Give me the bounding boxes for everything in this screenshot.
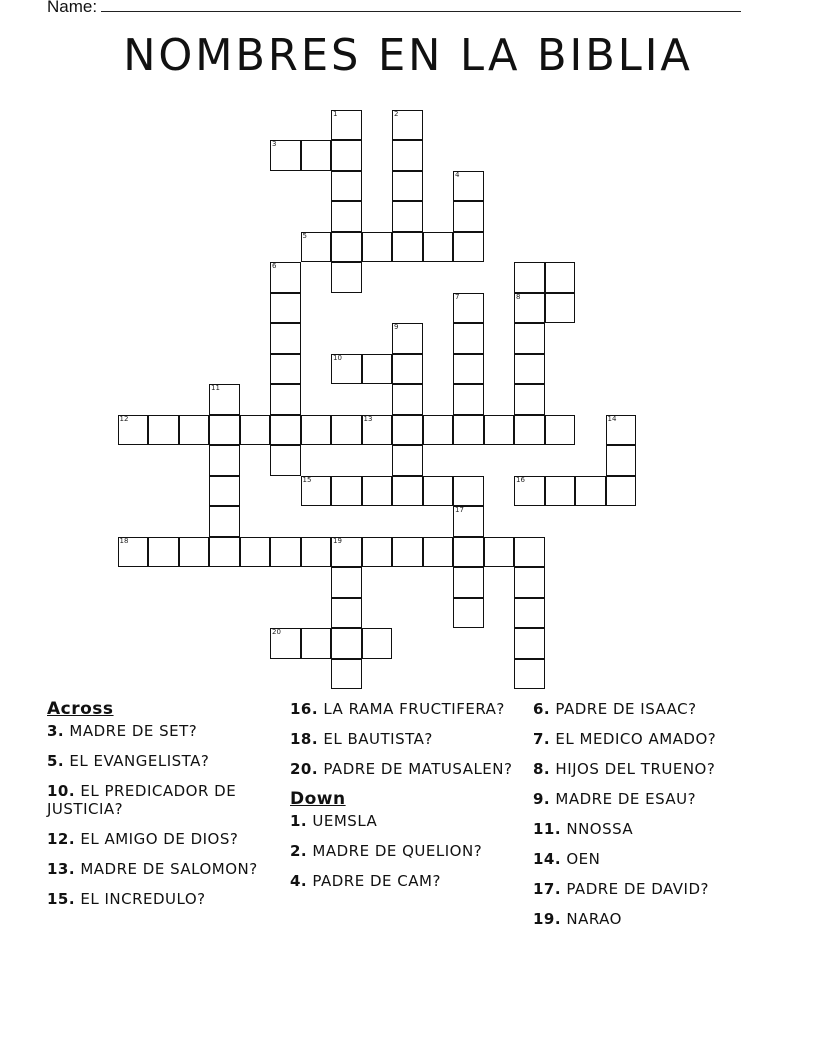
across-clue [47,722,277,740]
clue-number: 13 [363,414,373,423]
clue-text: EL BAUTISTA? [318,730,433,748]
clue-text: MADRE DE SET? [64,722,198,740]
crossword-cell[interactable] [179,415,210,446]
crossword-cell[interactable] [301,232,332,263]
across-clue [47,860,277,878]
crossword-cell[interactable] [118,537,149,568]
clue-number: 10 [333,353,342,362]
clue-text: UEMSLA [307,812,378,830]
crossword-cell[interactable] [392,171,423,202]
clue-text: EL AMIGO DE DIOS? [75,830,239,848]
clue-number: 2. [290,842,308,860]
clue-number: 3. [47,722,65,740]
crossword-cell[interactable] [331,628,362,659]
across-clue [290,700,520,718]
crossword-cell[interactable] [148,537,179,568]
clue-number: 8 [516,292,521,301]
crossword-cell[interactable] [392,476,423,507]
crossword-cell[interactable] [270,354,301,385]
crossword-cell[interactable] [362,354,393,385]
crossword-cell[interactable] [209,506,240,537]
crossword-cell[interactable] [270,293,301,324]
crossword-cell[interactable] [514,262,545,293]
clue-number: 5. [47,752,65,770]
crossword-cell[interactable] [331,201,362,232]
clue-text: MADRE DE SALOMON? [75,860,258,878]
clue-text: PADRE DE ISAAC? [550,700,697,718]
down-clue [533,850,763,868]
crossword-cell[interactable] [362,628,393,659]
crossword-cell[interactable] [209,537,240,568]
crossword-cell[interactable] [392,140,423,171]
across-clue [290,760,520,778]
crossword-cell[interactable] [301,415,332,446]
crossword-cell[interactable] [514,415,545,446]
crossword-cell[interactable] [392,415,423,446]
crossword-cell[interactable] [240,415,271,446]
clue-number: 17. [533,880,562,898]
down-clue [290,842,520,860]
crossword-cell[interactable] [362,476,393,507]
crossword-cell[interactable] [514,354,545,385]
crossword-cell[interactable] [392,110,423,141]
down-clue [290,872,520,890]
down-clue [533,910,763,928]
crossword-cell[interactable] [514,384,545,415]
crossword-cell[interactable] [453,232,484,263]
crossword-cell[interactable] [362,232,393,263]
clue-number: 12 [119,414,129,423]
crossword-cell[interactable] [514,628,545,659]
clue-number: 6. [533,700,551,718]
crossword-cell[interactable] [270,415,301,446]
clue-number: 13. [47,860,76,878]
crossword-cell[interactable] [453,476,484,507]
clue-text: LA RAMA FRUCTIFERA? [318,700,505,718]
crossword-cell[interactable] [484,537,515,568]
clue-number: 20. [290,760,319,778]
crossword-cell[interactable] [453,537,484,568]
crossword-cell[interactable] [209,415,240,446]
across-clue [290,730,520,748]
crossword-cell[interactable] [362,537,393,568]
clue-number: 3 [272,140,277,148]
clue-text: EL INCREDULO? [75,890,206,908]
crossword-cell[interactable] [453,171,484,202]
crossword-cell[interactable] [423,537,454,568]
clue-number: 12. [47,830,76,848]
clue-number: 9. [533,790,551,808]
across-clue [47,782,277,818]
crossword-cell[interactable] [423,232,454,263]
crossword-cell[interactable] [514,476,545,507]
clue-number: 10. [47,782,76,800]
clue-text: NARAO [561,910,622,928]
clue-number: 7. [533,730,551,748]
clue-number: 8. [533,760,551,778]
crossword-cell[interactable] [453,506,484,537]
across-clue [47,752,277,770]
crossword-cell[interactable] [392,445,423,476]
crossword-cell[interactable] [453,323,484,354]
crossword-cell[interactable] [270,628,301,659]
clue-text: NNOSSA [561,820,634,838]
crossword-cell[interactable] [362,415,393,446]
clue-number: 2 [394,109,399,118]
crossword-cell[interactable] [606,415,637,446]
crossword-cell[interactable] [453,567,484,598]
clue-number: 16. [290,700,319,718]
clue-text: MADRE DE QUELION? [307,842,483,860]
crossword-cell[interactable] [331,171,362,202]
crossword-cell[interactable] [514,567,545,598]
crossword-cell[interactable] [179,537,210,568]
crossword-cell[interactable] [453,415,484,446]
crossword-cell[interactable] [301,537,332,568]
crossword-cell[interactable] [209,384,240,415]
clue-number: 17 [455,506,464,514]
crossword-cell[interactable] [392,201,423,232]
across-clue [47,890,277,908]
clue-number: 19. [533,910,562,928]
crossword-cell[interactable] [301,628,332,659]
crossword-cell[interactable] [240,537,271,568]
crossword-cell[interactable] [301,476,332,507]
clue-text: EL EVANGELISTA? [64,752,210,770]
crossword-cell[interactable] [270,537,301,568]
clue-number: 15 [302,475,312,484]
crossword-cell[interactable] [392,384,423,415]
crossword-cell[interactable] [209,476,240,507]
crossword-cell[interactable] [545,415,576,446]
crossword-cell[interactable] [423,415,454,446]
crossword-cell[interactable] [545,262,576,293]
crossword-cell[interactable] [270,262,301,293]
clue-number: 19 [333,536,342,545]
name-label: Name: [47,0,98,16]
crossword-cell[interactable] [209,445,240,476]
crossword-cell[interactable] [331,140,362,171]
clue-number: 7 [455,292,460,301]
crossword-cell[interactable] [331,567,362,598]
crossword-cell[interactable] [514,659,545,690]
crossword-cell[interactable] [545,476,576,507]
clue-column-1 [47,700,277,920]
crossword-cell[interactable] [331,537,362,568]
clue-number: 18. [290,730,319,748]
crossword-cell[interactable] [453,384,484,415]
clue-number: 1 [333,109,338,118]
crossword-cell[interactable] [514,293,545,324]
crossword-cell[interactable] [331,354,362,385]
clue-text: PADRE DE MATUSALEN? [318,760,513,778]
clue-number: 15. [47,890,76,908]
crossword-cell[interactable] [575,476,606,507]
crossword-cell[interactable] [453,293,484,324]
crossword-cell[interactable] [453,201,484,232]
crossword-cell[interactable] [331,232,362,263]
crossword-cell[interactable] [453,354,484,385]
name-field[interactable] [47,0,741,17]
crossword-cell[interactable] [148,415,179,446]
crossword-cell[interactable] [270,323,301,354]
clue-number: 4. [290,872,308,890]
crossword-cell[interactable] [514,323,545,354]
crossword-cell[interactable] [484,415,515,446]
crossword-cell[interactable] [331,476,362,507]
clue-number: 18 [119,536,129,545]
clue-text: EL MEDICO AMADO? [550,730,717,748]
clue-number: 14. [533,850,562,868]
down-clue [533,700,763,718]
clue-number: 6 [272,262,277,270]
crossword-cell[interactable] [331,110,362,141]
down-clue [533,790,763,808]
across-header: Across [47,699,114,719]
down-clue [533,730,763,748]
clue-column-3 [533,700,763,940]
down-clue [290,812,520,830]
clue-number: 16 [516,475,525,484]
clue-number: 1. [290,812,308,830]
clue-number: 11 [211,384,220,392]
crossword-cell[interactable] [331,415,362,446]
crossword-cell[interactable] [331,598,362,629]
crossword-cell[interactable] [270,384,301,415]
crossword-cell[interactable] [514,537,545,568]
down-header: Down [290,789,346,809]
down-clue [533,880,763,898]
crossword-cell[interactable] [270,445,301,476]
name-underline[interactable] [101,0,741,12]
clue-number: 5 [302,231,307,240]
clue-text: OEN [561,850,601,868]
crossword-cell[interactable] [270,140,301,171]
crossword-cell[interactable] [606,445,637,476]
clue-text: HIJOS DEL TRUENO? [550,760,716,778]
clue-number: 9 [394,323,399,331]
page-title: NOMBRES EN LA BIBLIA [123,30,693,81]
clue-number: 14 [607,414,617,423]
crossword-cell[interactable] [392,354,423,385]
crossword-cell[interactable] [392,323,423,354]
clue-text: EL PREDICADOR DE JUSTICIA? [47,782,237,818]
crossword-cell[interactable] [331,262,362,293]
crossword-cell[interactable] [392,537,423,568]
crossword-cell[interactable] [118,415,149,446]
clue-number: 20 [272,628,281,636]
crossword-cell[interactable] [331,659,362,690]
clue-text: PADRE DE DAVID? [561,880,709,898]
crossword-cell[interactable] [453,598,484,629]
clue-text: PADRE DE CAM? [307,872,441,890]
crossword-cell[interactable] [514,598,545,629]
clue-number: 4 [455,170,460,179]
down-clue [533,820,763,838]
crossword-cell[interactable] [606,476,637,507]
crossword-cell[interactable] [301,140,332,171]
clue-number: 11. [533,820,562,838]
crossword-cell[interactable] [392,232,423,263]
crossword-cell[interactable] [423,476,454,507]
crossword-cell[interactable] [545,293,576,324]
clue-text: MADRE DE ESAU? [550,790,697,808]
clue-column-2 [290,700,520,902]
down-clue [533,760,763,778]
across-clue [47,830,277,848]
